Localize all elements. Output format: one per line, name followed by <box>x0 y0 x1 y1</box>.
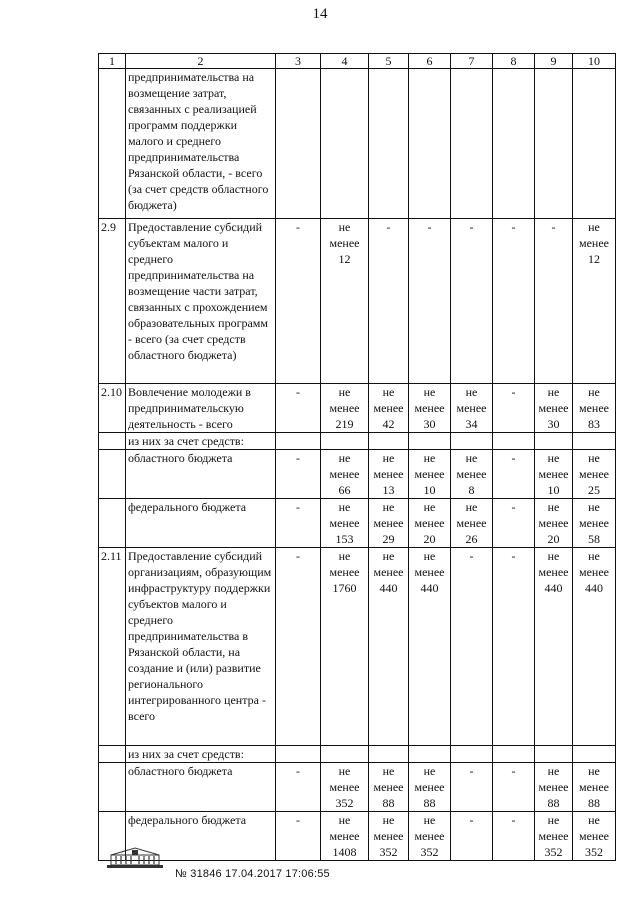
row-number-cell <box>99 763 126 812</box>
value-text: - <box>296 500 300 514</box>
value-cell <box>573 219 616 384</box>
value-text: не менее 8 <box>456 451 487 497</box>
value-cell <box>535 499 573 548</box>
value-cell <box>493 450 535 499</box>
value-cell <box>276 499 321 548</box>
value-cell <box>573 384 616 433</box>
value-text: не менее 88 <box>414 764 445 810</box>
row-number-cell: 2.11 <box>99 548 126 746</box>
value-text: не менее 88 <box>373 764 404 810</box>
row-number-cell: 2.10 <box>99 384 126 433</box>
row-number-cell <box>99 499 126 548</box>
header-cell: 9 <box>535 54 573 69</box>
value-cell <box>409 69 451 219</box>
value-cell <box>276 433 321 450</box>
value-cell <box>535 450 573 499</box>
value-cell <box>321 69 369 219</box>
value-cell <box>409 450 451 499</box>
value-cell <box>409 499 451 548</box>
value-text: - <box>511 220 516 234</box>
value-text: не менее 12 <box>579 220 609 266</box>
row-description-cell: из них за счет средств: <box>126 433 276 450</box>
value-text: - <box>469 549 474 563</box>
value-cell <box>451 548 493 746</box>
value-cell <box>535 384 573 433</box>
value-cell <box>451 433 493 450</box>
value-cell <box>321 746 369 763</box>
value-cell <box>321 499 369 548</box>
value-cell <box>493 812 535 861</box>
value-cell <box>535 433 573 450</box>
table-row <box>99 548 616 746</box>
value-text: - <box>296 813 300 827</box>
value-cell <box>451 384 493 433</box>
row-description-cell: Предоставление субсидий организациям, образующим инфраструктуру поддержки субъектов малого и среднего предпринимательства в Рязанской области, на создание и (или) развитие регионального интегрированного центра - всего <box>126 548 276 746</box>
value-cell <box>369 746 409 763</box>
value-text: не менее 25 <box>579 451 609 497</box>
header-cell: 4 <box>321 54 369 69</box>
row-number-cell <box>99 450 126 499</box>
value-text: не менее 10 <box>538 451 569 497</box>
value-text: - <box>427 220 432 234</box>
value-cell <box>276 219 321 384</box>
value-text: - <box>469 813 474 827</box>
value-cell <box>573 450 616 499</box>
value-cell <box>535 548 573 746</box>
value-cell <box>573 746 616 763</box>
value-cell <box>369 450 409 499</box>
value-text: - <box>296 451 300 465</box>
value-text: не менее 88 <box>538 764 569 810</box>
table-row <box>99 69 616 219</box>
row-number-cell <box>99 69 126 219</box>
value-text: не менее 34 <box>456 385 487 431</box>
header-cell: 8 <box>493 54 535 69</box>
row-number-cell <box>99 433 126 450</box>
value-text: не менее 352 <box>414 813 445 859</box>
row-description-cell: Вовлечение молодежи в предпринимательскую деятельность - всего <box>126 384 276 433</box>
value-text: не менее 12 <box>329 220 360 266</box>
value-cell <box>573 499 616 548</box>
value-text: не менее 440 <box>414 549 445 595</box>
value-cell <box>409 548 451 746</box>
table-row <box>99 812 616 861</box>
value-cell <box>321 450 369 499</box>
value-text: - <box>511 451 516 465</box>
value-text: - <box>296 385 300 399</box>
value-text: не менее 10 <box>414 451 445 497</box>
table-row <box>99 450 616 499</box>
value-text: не менее 352 <box>579 813 609 859</box>
row-description-cell: Предоставление субсидий субъектам малого и среднего предпринимательства на возмещение части затрат, связанных с прохождением образовательных программ - всего (за счет средств областного бюджета) <box>126 219 276 384</box>
value-cell <box>369 219 409 384</box>
value-cell <box>493 763 535 812</box>
value-cell <box>409 433 451 450</box>
value-text: - <box>511 549 516 563</box>
value-text: не менее 20 <box>414 500 445 546</box>
value-cell <box>276 384 321 433</box>
value-text: не менее 58 <box>579 500 609 546</box>
value-text: - <box>511 813 516 827</box>
value-cell <box>369 499 409 548</box>
page-number: 14 <box>312 6 328 22</box>
value-cell <box>409 746 451 763</box>
value-text: не менее 440 <box>579 549 609 595</box>
value-text: - <box>511 385 516 399</box>
value-text: не менее 1760 <box>329 549 360 595</box>
value-cell <box>409 384 451 433</box>
value-cell <box>493 69 535 219</box>
value-cell <box>535 763 573 812</box>
row-description-cell: федерального бюджета <box>126 812 276 861</box>
value-cell <box>409 219 451 384</box>
header-cell: 5 <box>369 54 409 69</box>
value-cell <box>573 812 616 861</box>
value-cell <box>451 763 493 812</box>
row-description-cell: из них за счет средств: <box>126 746 276 763</box>
value-cell <box>409 763 451 812</box>
value-cell <box>493 548 535 746</box>
value-cell <box>573 763 616 812</box>
row-description-cell: предпринимательства на возмещение затрат, связанных с реализацией программ поддержки малого и среднего предпринимательства Рязанской области, - всего (за счет средств областного бюджета) <box>126 69 276 219</box>
value-text: не менее 440 <box>373 549 404 595</box>
value-text: не менее 352 <box>373 813 404 859</box>
value-cell <box>451 69 493 219</box>
row-number-cell <box>99 746 126 763</box>
value-text: не менее 29 <box>373 500 404 546</box>
table-row <box>99 433 616 450</box>
value-text: не менее 153 <box>329 500 360 546</box>
value-text: - <box>511 764 516 778</box>
value-text: не менее 88 <box>579 764 609 810</box>
value-text: не менее 30 <box>414 385 445 431</box>
value-cell <box>276 763 321 812</box>
row-description-cell: федерального бюджета <box>126 499 276 548</box>
value-cell <box>369 384 409 433</box>
header-cell: 2 <box>126 54 276 69</box>
value-text: не менее 83 <box>579 385 609 431</box>
row-description-cell: областного бюджета <box>126 450 276 499</box>
value-cell <box>321 433 369 450</box>
value-cell <box>451 499 493 548</box>
value-text: - <box>551 220 556 234</box>
value-text: - <box>511 500 516 514</box>
value-cell <box>493 384 535 433</box>
value-cell <box>276 69 321 219</box>
value-cell <box>276 812 321 861</box>
header-cell: 1 <box>99 54 126 69</box>
value-cell <box>573 433 616 450</box>
value-text: не менее 13 <box>373 451 404 497</box>
value-cell <box>409 812 451 861</box>
header-cell: 3 <box>276 54 321 69</box>
value-text: не менее 1408 <box>329 813 360 859</box>
value-cell <box>321 763 369 812</box>
value-cell <box>535 812 573 861</box>
table-row <box>99 384 616 433</box>
value-cell <box>321 219 369 384</box>
value-text: не менее 440 <box>538 549 569 595</box>
value-text: не менее 20 <box>538 500 569 546</box>
government-building-stamp-icon <box>105 845 165 871</box>
value-cell <box>276 450 321 499</box>
value-cell <box>451 450 493 499</box>
value-cell <box>369 812 409 861</box>
document-registration-footer: № 31846 17.04.2017 17:06:55 <box>175 868 330 880</box>
value-cell <box>276 548 321 746</box>
value-text: не менее 352 <box>538 813 569 859</box>
value-cell <box>451 746 493 763</box>
table-header-row <box>99 54 616 69</box>
value-cell <box>369 69 409 219</box>
value-text: - <box>469 764 474 778</box>
value-cell <box>276 746 321 763</box>
value-text: не менее 219 <box>329 385 360 431</box>
value-text: не менее 30 <box>538 385 569 431</box>
header-cell: 10 <box>573 54 616 69</box>
header-cell: 7 <box>451 54 493 69</box>
value-cell <box>573 548 616 746</box>
value-cell <box>535 219 573 384</box>
value-cell <box>369 548 409 746</box>
value-text: не менее 66 <box>329 451 360 497</box>
value-cell <box>321 812 369 861</box>
row-description-cell: областного бюджета <box>126 763 276 812</box>
value-cell <box>535 746 573 763</box>
value-cell <box>573 69 616 219</box>
value-cell <box>451 812 493 861</box>
value-text: - <box>386 220 391 234</box>
value-cell <box>369 763 409 812</box>
document-table <box>98 53 616 861</box>
table-row <box>99 219 616 384</box>
value-text: не менее 42 <box>373 385 404 431</box>
table-row <box>99 746 616 763</box>
value-cell <box>451 219 493 384</box>
header-cell: 6 <box>409 54 451 69</box>
value-text: - <box>296 764 300 778</box>
table-row <box>99 763 616 812</box>
table-row <box>99 499 616 548</box>
value-cell <box>493 433 535 450</box>
value-text: - <box>469 220 474 234</box>
value-text: не менее 352 <box>329 764 360 810</box>
value-cell <box>493 499 535 548</box>
value-cell <box>493 746 535 763</box>
value-text: - <box>296 549 300 563</box>
value-text: - <box>296 220 300 234</box>
row-number-cell: 2.9 <box>99 219 126 384</box>
value-text: не менее 26 <box>456 500 487 546</box>
value-cell <box>321 548 369 746</box>
value-cell <box>321 384 369 433</box>
value-cell <box>493 219 535 384</box>
value-cell <box>369 433 409 450</box>
value-cell <box>535 69 573 219</box>
